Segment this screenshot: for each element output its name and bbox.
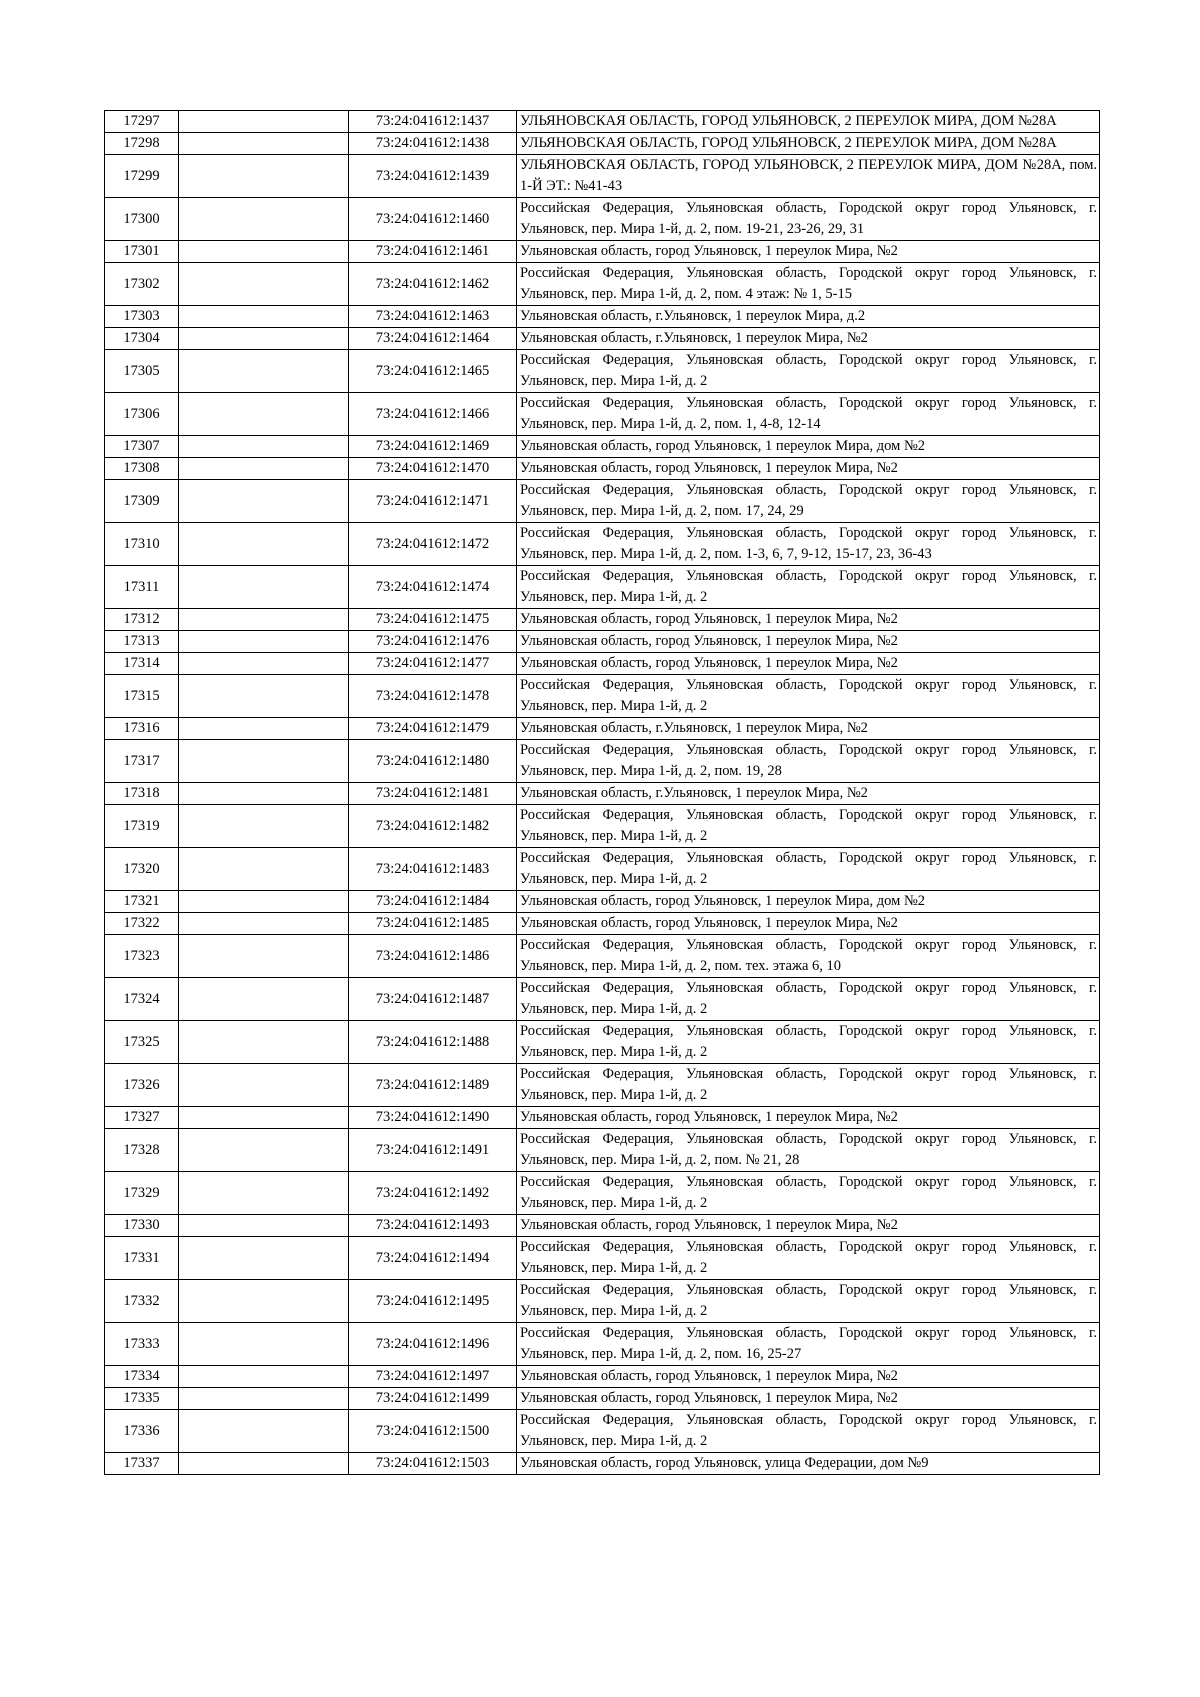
row-number-cell: 17316 [105, 718, 179, 740]
cadastral-number-cell: 73:24:041612:1497 [349, 1366, 517, 1388]
row-number-cell: 17334 [105, 1366, 179, 1388]
row-number-cell: 17318 [105, 783, 179, 805]
row-number-cell: 17330 [105, 1215, 179, 1237]
address-cell: Российская Федерация, Ульяновская область, Городской округ город Ульяновск, г. Ульяновск, пер. Мира 1-й, д. 2, пом. 17, 24, 29 [517, 480, 1100, 523]
address-cell: Российская Федерация, Ульяновская область, Городской округ город Ульяновск, г. Ульяновск, пер. Мира 1-й, д. 2 [517, 978, 1100, 1021]
empty-cell [179, 480, 349, 523]
address-cell: Российская Федерация, Ульяновская область, Городской округ город Ульяновск, г. Ульяновск, пер. Мира 1-й, д. 2 [517, 1410, 1100, 1453]
row-number-cell: 17309 [105, 480, 179, 523]
empty-cell [179, 1410, 349, 1453]
empty-cell [179, 1215, 349, 1237]
row-number-cell: 17336 [105, 1410, 179, 1453]
empty-cell [179, 631, 349, 653]
empty-cell [179, 1453, 349, 1475]
cadastral-number-cell: 73:24:041612:1489 [349, 1064, 517, 1107]
table-row [105, 263, 1100, 306]
empty-cell [179, 740, 349, 783]
cadastral-number-cell: 73:24:041612:1471 [349, 480, 517, 523]
cadastral-number-cell: 73:24:041612:1491 [349, 1129, 517, 1172]
empty-cell [179, 653, 349, 675]
empty-cell [179, 1237, 349, 1280]
row-number-cell: 17315 [105, 675, 179, 718]
table-row [105, 155, 1100, 198]
empty-cell [179, 198, 349, 241]
address-cell: Российская Федерация, Ульяновская область, Городской округ город Ульяновск, г. Ульяновск, пер. Мира 1-й, д. 2, пом. 19-21, 23-26, 29, 31 [517, 198, 1100, 241]
cadastral-number-cell: 73:24:041612:1476 [349, 631, 517, 653]
table-row [105, 609, 1100, 631]
cadastral-number-cell: 73:24:041612:1478 [349, 675, 517, 718]
cadastral-number-cell: 73:24:041612:1470 [349, 458, 517, 480]
address-cell: УЛЬЯНОВСКАЯ ОБЛАСТЬ, ГОРОД УЛЬЯНОВСК, 2 ПЕРЕУЛОК МИРА, ДОМ №28А [517, 133, 1100, 155]
cadastral-number-cell: 73:24:041612:1464 [349, 328, 517, 350]
row-number-cell: 17306 [105, 393, 179, 436]
table-row [105, 1107, 1100, 1129]
address-cell: Российская Федерация, Ульяновская область, Городской округ город Ульяновск, г. Ульяновск, пер. Мира 1-й, д. 2 [517, 1172, 1100, 1215]
table-row [105, 1021, 1100, 1064]
empty-cell [179, 1280, 349, 1323]
table-row [105, 805, 1100, 848]
row-number-cell: 17335 [105, 1388, 179, 1410]
row-number-cell: 17317 [105, 740, 179, 783]
table-row [105, 935, 1100, 978]
cadastral-number-cell: 73:24:041612:1474 [349, 566, 517, 609]
empty-cell [179, 458, 349, 480]
cadastral-number-cell: 73:24:041612:1477 [349, 653, 517, 675]
table-row [105, 1453, 1100, 1475]
row-number-cell: 17323 [105, 935, 179, 978]
address-cell: Ульяновская область, город Ульяновск, 1 переулок Мира, дом №2 [517, 436, 1100, 458]
address-cell: Ульяновская область, город Ульяновск, 1 переулок Мира, дом №2 [517, 891, 1100, 913]
row-number-cell: 17312 [105, 609, 179, 631]
row-number-cell: 17300 [105, 198, 179, 241]
table-row [105, 1237, 1100, 1280]
cadastral-number-cell: 73:24:041612:1465 [349, 350, 517, 393]
address-cell: Российская Федерация, Ульяновская область, Городской округ город Ульяновск, г. Ульяновск, пер. Мира 1-й, д. 2, пом. тех. этажа 6, 10 [517, 935, 1100, 978]
cadastral-number-cell: 73:24:041612:1488 [349, 1021, 517, 1064]
address-cell: Российская Федерация, Ульяновская область, Городской округ город Ульяновск, г. Ульяновск, пер. Мира 1-й, д. 2 [517, 805, 1100, 848]
address-cell: Ульяновская область, г.Ульяновск, 1 переулок Мира, №2 [517, 328, 1100, 350]
table-row [105, 1410, 1100, 1453]
cadastral-number-cell: 73:24:041612:1500 [349, 1410, 517, 1453]
row-number-cell: 17327 [105, 1107, 179, 1129]
table-row [105, 848, 1100, 891]
row-number-cell: 17299 [105, 155, 179, 198]
empty-cell [179, 935, 349, 978]
cadastral-number-cell: 73:24:041612:1480 [349, 740, 517, 783]
table-row [105, 978, 1100, 1021]
cadastral-number-cell: 73:24:041612:1438 [349, 133, 517, 155]
row-number-cell: 17314 [105, 653, 179, 675]
cadastral-number-cell: 73:24:041612:1469 [349, 436, 517, 458]
row-number-cell: 17302 [105, 263, 179, 306]
table-row [105, 1215, 1100, 1237]
table-row [105, 241, 1100, 263]
address-cell: Ульяновская область, город Ульяновск, 1 переулок Мира, №2 [517, 1388, 1100, 1410]
empty-cell [179, 263, 349, 306]
document-page [104, 110, 1100, 1475]
empty-cell [179, 436, 349, 458]
property-table-body [105, 111, 1100, 1475]
address-cell: Российская Федерация, Ульяновская область, Городской округ город Ульяновск, г. Ульяновск, пер. Мира 1-й, д. 2 [517, 1280, 1100, 1323]
address-cell: Ульяновская область, город Ульяновск, 1 переулок Мира, №2 [517, 458, 1100, 480]
cadastral-number-cell: 73:24:041612:1482 [349, 805, 517, 848]
empty-cell [179, 913, 349, 935]
table-row [105, 458, 1100, 480]
empty-cell [179, 1021, 349, 1064]
empty-cell [179, 133, 349, 155]
table-row [105, 1366, 1100, 1388]
empty-cell [179, 1064, 349, 1107]
cadastral-number-cell: 73:24:041612:1496 [349, 1323, 517, 1366]
row-number-cell: 17301 [105, 241, 179, 263]
cadastral-number-cell: 73:24:041612:1475 [349, 609, 517, 631]
address-cell: Ульяновская область, город Ульяновск, 1 переулок Мира, №2 [517, 1107, 1100, 1129]
empty-cell [179, 848, 349, 891]
cadastral-number-cell: 73:24:041612:1460 [349, 198, 517, 241]
cadastral-number-cell: 73:24:041612:1493 [349, 1215, 517, 1237]
cadastral-number-cell: 73:24:041612:1483 [349, 848, 517, 891]
cadastral-number-cell: 73:24:041612:1437 [349, 111, 517, 133]
row-number-cell: 17297 [105, 111, 179, 133]
empty-cell [179, 523, 349, 566]
address-cell: Российская Федерация, Ульяновская область, Городской округ город Ульяновск, г. Ульяновск, пер. Мира 1-й, д. 2, пом. 4 этаж: № 1, 5-15 [517, 263, 1100, 306]
address-cell: Российская Федерация, Ульяновская область, Городской округ город Ульяновск, г. Ульяновск, пер. Мира 1-й, д. 2, пом. 16, 25-27 [517, 1323, 1100, 1366]
cadastral-number-cell: 73:24:041612:1472 [349, 523, 517, 566]
address-cell: Российская Федерация, Ульяновская область, Городской округ город Ульяновск, г. Ульяновск, пер. Мира 1-й, д. 2 [517, 1021, 1100, 1064]
address-cell: Российская Федерация, Ульяновская область, Городской округ город Ульяновск, г. Ульяновск, пер. Мира 1-й, д. 2 [517, 848, 1100, 891]
cadastral-number-cell: 73:24:041612:1503 [349, 1453, 517, 1475]
cadastral-number-cell: 73:24:041612:1461 [349, 241, 517, 263]
address-cell: Российская Федерация, Ульяновская область, Городской округ город Ульяновск, г. Ульяновск, пер. Мира 1-й, д. 2 [517, 350, 1100, 393]
address-cell: Ульяновская область, город Ульяновск, 1 переулок Мира, №2 [517, 1366, 1100, 1388]
empty-cell [179, 609, 349, 631]
address-cell: Ульяновская область, город Ульяновск, 1 переулок Мира, №2 [517, 241, 1100, 263]
table-row [105, 783, 1100, 805]
address-cell: УЛЬЯНОВСКАЯ ОБЛАСТЬ, ГОРОД УЛЬЯНОВСК, 2 ПЕРЕУЛОК МИРА, ДОМ №28А [517, 111, 1100, 133]
address-cell: Ульяновская область, г.Ульяновск, 1 переулок Мира, №2 [517, 783, 1100, 805]
cadastral-number-cell: 73:24:041612:1495 [349, 1280, 517, 1323]
empty-cell [179, 675, 349, 718]
table-row [105, 306, 1100, 328]
table-row [105, 1129, 1100, 1172]
table-row [105, 198, 1100, 241]
table-row [105, 480, 1100, 523]
table-row [105, 393, 1100, 436]
address-cell: Ульяновская область, город Ульяновск, 1 переулок Мира, №2 [517, 913, 1100, 935]
cadastral-number-cell: 73:24:041612:1481 [349, 783, 517, 805]
table-row [105, 891, 1100, 913]
cadastral-number-cell: 73:24:041612:1466 [349, 393, 517, 436]
row-number-cell: 17321 [105, 891, 179, 913]
address-cell: УЛЬЯНОВСКАЯ ОБЛАСТЬ, ГОРОД УЛЬЯНОВСК, 2 ПЕРЕУЛОК МИРА, ДОМ №28А, пом. 1-Й ЭТ.: №41-43 [517, 155, 1100, 198]
row-number-cell: 17303 [105, 306, 179, 328]
address-cell: Ульяновская область, город Ульяновск, 1 переулок Мира, №2 [517, 653, 1100, 675]
row-number-cell: 17313 [105, 631, 179, 653]
cadastral-number-cell: 73:24:041612:1486 [349, 935, 517, 978]
empty-cell [179, 1323, 349, 1366]
row-number-cell: 17305 [105, 350, 179, 393]
row-number-cell: 17324 [105, 978, 179, 1021]
row-number-cell: 17298 [105, 133, 179, 155]
table-row [105, 523, 1100, 566]
row-number-cell: 17311 [105, 566, 179, 609]
row-number-cell: 17337 [105, 1453, 179, 1475]
cadastral-number-cell: 73:24:041612:1487 [349, 978, 517, 1021]
row-number-cell: 17310 [105, 523, 179, 566]
table-row [105, 133, 1100, 155]
cadastral-number-cell: 73:24:041612:1494 [349, 1237, 517, 1280]
row-number-cell: 17331 [105, 1237, 179, 1280]
table-row [105, 350, 1100, 393]
row-number-cell: 17333 [105, 1323, 179, 1366]
row-number-cell: 17308 [105, 458, 179, 480]
table-row [105, 1064, 1100, 1107]
cadastral-number-cell: 73:24:041612:1490 [349, 1107, 517, 1129]
table-row [105, 1280, 1100, 1323]
empty-cell [179, 350, 349, 393]
address-cell: Российская Федерация, Ульяновская область, Городской округ город Ульяновск, г. Ульяновск, пер. Мира 1-й, д. 2 [517, 675, 1100, 718]
cadastral-number-cell: 73:24:041612:1479 [349, 718, 517, 740]
row-number-cell: 17307 [105, 436, 179, 458]
table-row [105, 653, 1100, 675]
empty-cell [179, 241, 349, 263]
table-row [105, 1172, 1100, 1215]
empty-cell [179, 978, 349, 1021]
address-cell: Российская Федерация, Ульяновская область, Городской округ город Ульяновск, г. Ульяновск, пер. Мира 1-й, д. 2, пом. 1, 4-8, 12-14 [517, 393, 1100, 436]
empty-cell [179, 1129, 349, 1172]
row-number-cell: 17328 [105, 1129, 179, 1172]
address-cell: Ульяновская область, город Ульяновск, 1 переулок Мира, №2 [517, 609, 1100, 631]
row-number-cell: 17320 [105, 848, 179, 891]
empty-cell [179, 111, 349, 133]
table-row [105, 436, 1100, 458]
address-cell: Ульяновская область, г.Ульяновск, 1 переулок Мира, №2 [517, 718, 1100, 740]
empty-cell [179, 783, 349, 805]
address-cell: Российская Федерация, Ульяновская область, Городской округ город Ульяновск, г. Ульяновск, пер. Мира 1-й, д. 2, пом. № 21, 28 [517, 1129, 1100, 1172]
cadastral-number-cell: 73:24:041612:1499 [349, 1388, 517, 1410]
table-row [105, 328, 1100, 350]
address-cell: Российская Федерация, Ульяновская область, Городской округ город Ульяновск, г. Ульяновск, пер. Мира 1-й, д. 2, пом. 19, 28 [517, 740, 1100, 783]
cadastral-number-cell: 73:24:041612:1462 [349, 263, 517, 306]
address-cell: Ульяновская область, город Ульяновск, улица Федерации, дом №9 [517, 1453, 1100, 1475]
property-table [104, 110, 1100, 1475]
cadastral-number-cell: 73:24:041612:1463 [349, 306, 517, 328]
table-row [105, 740, 1100, 783]
empty-cell [179, 718, 349, 740]
table-row [105, 1323, 1100, 1366]
empty-cell [179, 1388, 349, 1410]
table-row [105, 631, 1100, 653]
empty-cell [179, 155, 349, 198]
table-row [105, 718, 1100, 740]
row-number-cell: 17332 [105, 1280, 179, 1323]
row-number-cell: 17304 [105, 328, 179, 350]
table-row [105, 1388, 1100, 1410]
cadastral-number-cell: 73:24:041612:1492 [349, 1172, 517, 1215]
table-row [105, 675, 1100, 718]
address-cell: Ульяновская область, город Ульяновск, 1 переулок Мира, №2 [517, 631, 1100, 653]
empty-cell [179, 1107, 349, 1129]
empty-cell [179, 891, 349, 913]
cadastral-number-cell: 73:24:041612:1439 [349, 155, 517, 198]
address-cell: Российская Федерация, Ульяновская область, Городской округ город Ульяновск, г. Ульяновск, пер. Мира 1-й, д. 2 [517, 1237, 1100, 1280]
address-cell: Российская Федерация, Ульяновская область, Городской округ город Ульяновск, г. Ульяновск, пер. Мира 1-й, д. 2 [517, 566, 1100, 609]
row-number-cell: 17326 [105, 1064, 179, 1107]
table-row [105, 111, 1100, 133]
empty-cell [179, 566, 349, 609]
address-cell: Российская Федерация, Ульяновская область, Городской округ город Ульяновск, г. Ульяновск, пер. Мира 1-й, д. 2 [517, 1064, 1100, 1107]
row-number-cell: 17319 [105, 805, 179, 848]
row-number-cell: 17325 [105, 1021, 179, 1064]
empty-cell [179, 1172, 349, 1215]
row-number-cell: 17322 [105, 913, 179, 935]
row-number-cell: 17329 [105, 1172, 179, 1215]
table-row [105, 566, 1100, 609]
empty-cell [179, 1366, 349, 1388]
address-cell: Ульяновская область, г.Ульяновск, 1 переулок Мира, д.2 [517, 306, 1100, 328]
empty-cell [179, 393, 349, 436]
cadastral-number-cell: 73:24:041612:1485 [349, 913, 517, 935]
cadastral-number-cell: 73:24:041612:1484 [349, 891, 517, 913]
empty-cell [179, 805, 349, 848]
empty-cell [179, 306, 349, 328]
table-row [105, 913, 1100, 935]
empty-cell [179, 328, 349, 350]
address-cell: Российская Федерация, Ульяновская область, Городской округ город Ульяновск, г. Ульяновск, пер. Мира 1-й, д. 2, пом. 1-3, 6, 7, 9-12, 15-17, 23, 36-43 [517, 523, 1100, 566]
address-cell: Ульяновская область, город Ульяновск, 1 переулок Мира, №2 [517, 1215, 1100, 1237]
